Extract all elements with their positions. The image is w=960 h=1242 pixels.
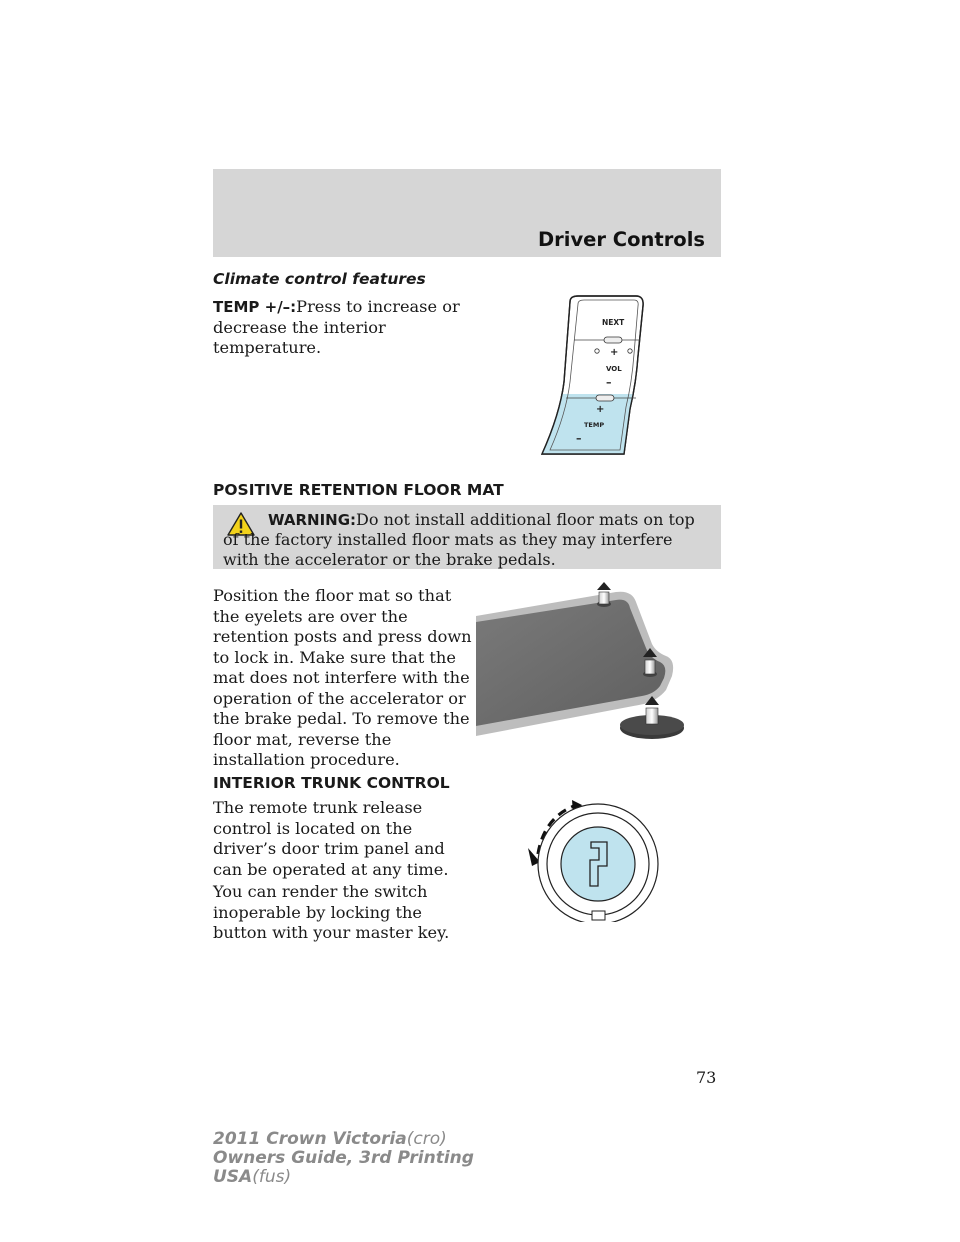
warning-body: Do not install additional floor mats on top of the factory installed floor mats as they may interfere with the accelerator or the brake pedals. [223,510,695,569]
temp-term: TEMP +/–: [213,298,297,316]
temp-minus-label: – [576,432,582,445]
footer [213,1130,474,1187]
climate-paragraph [213,297,483,359]
footer-guide: Owners Guide, 3rd Printing [213,1148,474,1168]
section-title: Driver Controls [537,228,705,251]
trunk-heading: INTERIOR TRUNK CONTROL [213,774,450,792]
trunk-paragraph-2: You can render the switch inoperable by locking the button with your master key. [213,882,450,942]
temp-description: Press to increase or decrease the interior temperature. [213,297,460,357]
temp-label: TEMP [584,421,605,429]
footer-market: USA [213,1167,253,1187]
floor-mat-heading: POSITIVE RETENTION FLOOR MAT [213,481,504,499]
warning-box [213,505,721,569]
floor-mat-figure [476,580,688,746]
warning-label: WARNING: [268,511,357,529]
floor-mat-paragraph: Position the floor mat so that the eyelets are over the retention posts and press down to lock in. Make sure that the mat does not interfere with the operation of the accelerator or the brake pedal. To remove the floor mat, reverse the installation procedure. [213,586,472,769]
trunk-release-button-figure [524,798,670,922]
page-number: 73 [696,1068,717,1087]
retention-post-top [597,582,611,607]
climate-heading: Climate control features [213,270,426,288]
warning-text [223,510,713,570]
trunk-paragraph-1: The remote trunk release control is located on the driver’s door trim panel and can be operated at any time. [213,798,449,879]
footer-model-code: (cro) [406,1129,447,1149]
steering-wheel-controls-figure [536,294,648,458]
vol-label: VOL [606,365,622,373]
footer-model: 2011 Crown Victoria [213,1129,407,1149]
next-label: NEXT [602,318,625,327]
vol-minus-label: – [606,376,612,389]
trunk-button-face [561,827,635,901]
temp-plus-label: + [596,404,605,415]
vol-plus-label: + [610,347,619,358]
footer-market-code: (fus) [252,1167,292,1187]
section-header-band [213,169,721,257]
